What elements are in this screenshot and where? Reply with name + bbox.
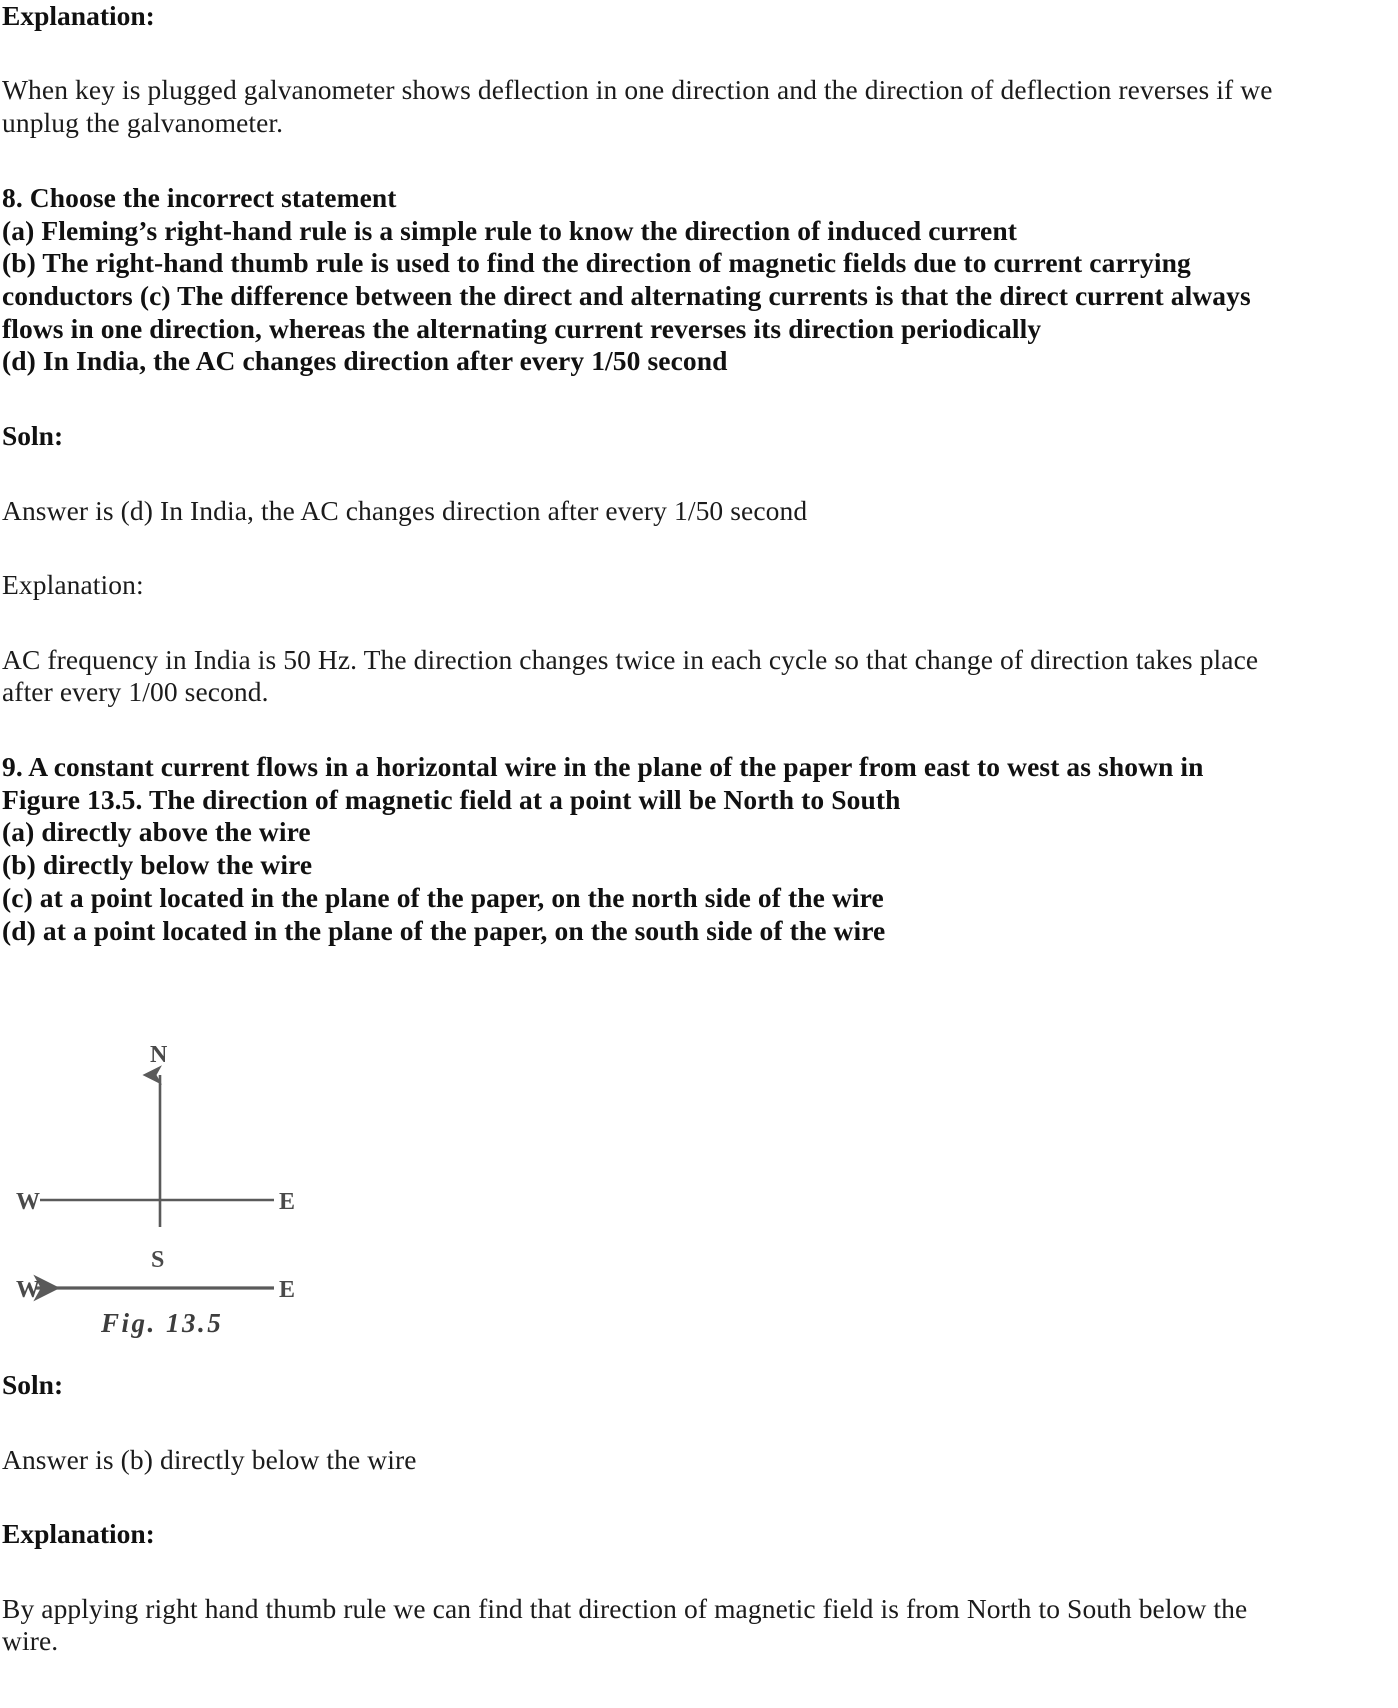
question-8-explanation-heading: Explanation: bbox=[2, 569, 144, 601]
explanation-body-top bbox=[2, 74, 1376, 139]
question-9-option-a: (a) directly above the wire bbox=[2, 816, 311, 848]
spacer bbox=[2, 1476, 1376, 1518]
question-8-stem: 8. Choose the incorrect statement bbox=[2, 181, 397, 213]
spacer bbox=[2, 1551, 1376, 1593]
explanation-heading-top: Explanation: bbox=[2, 0, 155, 31]
figure-label-east-wire: E bbox=[279, 1277, 296, 1304]
question-9-option-b: (b) directly below the wire bbox=[2, 849, 313, 881]
explanation-body-line-2: unplug the galvanometer. bbox=[2, 107, 284, 139]
question-9-option-c: (c) at a point located in the plane of the paper, on the north side of the wire bbox=[2, 881, 884, 913]
question-8 bbox=[2, 182, 1376, 378]
question-9-answer: Answer is (b) directly below the wire bbox=[2, 1443, 417, 1475]
explanation-body-line-1: When key is plugged galvanometer shows deflection in one direction and the direction of deflection reverses if we bbox=[2, 74, 1273, 106]
figure-13-5 bbox=[2, 947, 422, 1339]
question-9-soln-heading: Soln: bbox=[2, 1369, 64, 1401]
compass-wire-diagram bbox=[2, 947, 422, 1327]
question-9-option-d: (d) at a point located in the plane of the paper, on the south side of the wire bbox=[2, 914, 886, 946]
spacer bbox=[2, 527, 1376, 569]
question-8-option-b-line-2: conductors (c) The difference between the direct and alternating currents is that the direct current always bbox=[2, 280, 1251, 312]
question-8-soln-heading: Soln: bbox=[2, 420, 64, 452]
question-8-answer: Answer is (d) In India, the AC changes direction after every 1/50 second bbox=[2, 494, 808, 526]
figure-label-south: S bbox=[151, 1247, 165, 1274]
spacer bbox=[2, 378, 1376, 420]
question-8-option-d: (d) In India, the AC changes direction after every 1/50 second bbox=[2, 345, 728, 377]
figure-label-north: N bbox=[150, 1042, 168, 1069]
spacer bbox=[2, 453, 1376, 495]
spacer bbox=[2, 709, 1376, 751]
question-9-explanation-line-1: By applying right hand thumb rule we can find that direction of magnetic field is from North to South below the bbox=[2, 1592, 1248, 1624]
question-9-stem-line-1: 9. A constant current flows in a horizontal wire in the plane of the paper from east to west as shown in bbox=[2, 750, 1204, 782]
question-9-explanation-line-2: wire. bbox=[2, 1625, 59, 1657]
question-9 bbox=[2, 751, 1376, 947]
question-9-explanation-heading: Explanation: bbox=[2, 1518, 155, 1550]
question-9-stem-line-2: Figure 13.5. The direction of magnetic field at a point will be North to South bbox=[2, 783, 901, 815]
spacer bbox=[2, 602, 1376, 644]
figure-label-east-axis: E bbox=[279, 1189, 296, 1216]
question-8-option-b-line-1: (b) The right-hand thumb rule is used to find the direction of magnetic fields due to current carrying bbox=[2, 247, 1191, 279]
figure-label-west-wire: W bbox=[16, 1277, 40, 1304]
question-8-explanation-line-1: AC frequency in India is 50 Hz. The direction changes twice in each cycle so that change of direction takes place bbox=[2, 643, 1259, 675]
figure-13-5-wrapper bbox=[2, 947, 1398, 1339]
question-8-option-c-line: flows in one direction, whereas the alternating current reverses its direction periodically bbox=[2, 312, 1042, 344]
figure-label-west-axis: W bbox=[16, 1189, 40, 1216]
question-9-explanation-body bbox=[2, 1593, 1376, 1658]
spacer bbox=[2, 32, 1376, 74]
question-8-option-a: (a) Fleming’s right-hand rule is a simple rule to know the direction of induced current bbox=[2, 214, 1017, 246]
spacer bbox=[2, 1402, 1376, 1444]
spacer bbox=[2, 140, 1376, 182]
question-8-explanation-line-2: after every 1/00 second. bbox=[2, 676, 269, 708]
question-8-explanation-body bbox=[2, 644, 1376, 709]
figure-caption: Fig. 13.5 bbox=[101, 1308, 224, 1339]
